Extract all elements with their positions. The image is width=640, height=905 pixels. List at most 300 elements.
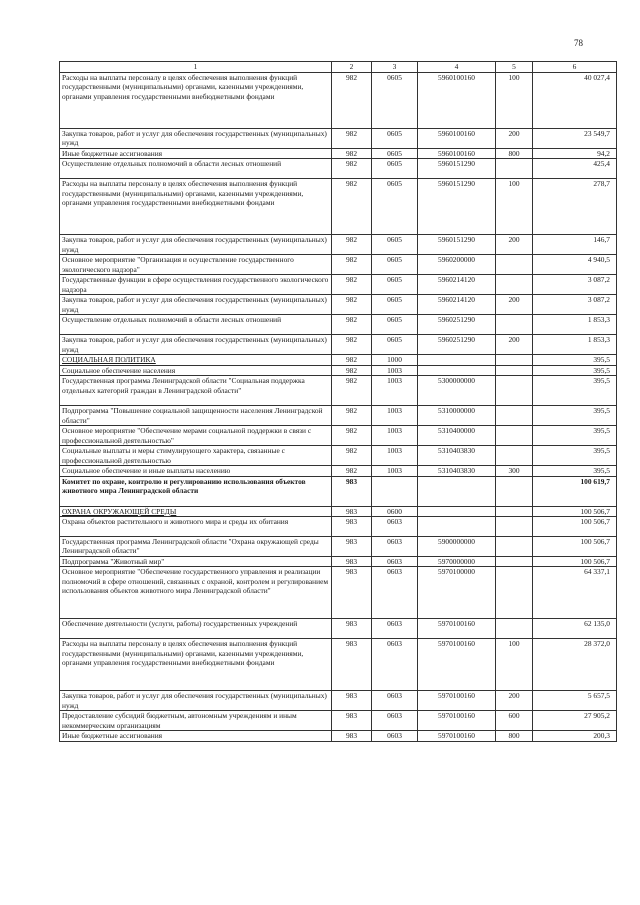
target-code-cell-text: 5970100160 (438, 691, 475, 701)
amount-cell (533, 335, 617, 355)
target-code-cell (418, 446, 496, 466)
table-row (60, 179, 617, 235)
target-code-cell (418, 275, 496, 295)
expense-type-cell (496, 731, 533, 741)
column-number-3: 3 (372, 62, 418, 73)
gov-code-cell-text: 983 (345, 517, 358, 527)
row-name-cell (60, 711, 332, 731)
gov-code-cell (332, 557, 372, 567)
page-number: 78 (574, 38, 583, 48)
amount-cell-text: 200,3 (593, 731, 610, 741)
section-code-cell-text: 0605 (387, 179, 402, 189)
gov-code-cell (332, 376, 372, 406)
row-name-cell-text: Закупка товаров, работ и услуг для обеспечения государственных (муниципальных) нужд (62, 295, 327, 314)
section-code-cell (372, 355, 418, 365)
row-name-cell-text: Иные бюджетные ассигнования (62, 731, 163, 741)
gov-code-cell-text: 982 (345, 73, 358, 82)
amount-cell (533, 537, 617, 557)
amount-cell (533, 619, 617, 639)
expense-type-cell (496, 255, 533, 275)
gov-code-cell-text: 983 (345, 711, 358, 721)
amount-cell-text: 100 506,7 (580, 517, 610, 527)
amount-cell-text: 395,5 (593, 406, 610, 416)
target-code-cell-text: 5970100160 (438, 619, 475, 629)
target-code-cell-text: 5960214120 (438, 295, 475, 305)
table-row (60, 731, 617, 741)
gov-code-cell (332, 537, 372, 557)
table-row (60, 639, 617, 691)
row-name-cell (60, 639, 332, 691)
amount-cell (533, 159, 617, 179)
column-number-6: 6 (533, 62, 617, 73)
target-code-cell-text: 5960251290 (438, 315, 475, 325)
gov-code-cell-text: 982 (345, 406, 358, 416)
expense-type-cell (496, 149, 533, 159)
expense-type-cell-text: 200 (508, 129, 520, 138)
target-code-cell-text: 5960151290 (438, 159, 475, 169)
row-name-cell-text: Расходы на выплаты персоналу в целях обеспечения выполнения функций государственными (муниципальными) органами, казенными учреждениями, органами управления государственными внебюджетными фондами (62, 639, 304, 668)
target-code-cell (418, 159, 496, 179)
expense-type-cell (496, 567, 533, 619)
amount-cell (533, 295, 617, 315)
row-name-cell (60, 506, 332, 516)
gov-code-cell-text: 982 (345, 466, 358, 476)
gov-code-cell (332, 315, 372, 335)
row-name-cell (60, 557, 332, 567)
table-row (60, 426, 617, 446)
table-row (60, 149, 617, 159)
section-code-cell-text: 1003 (387, 466, 402, 476)
row-name-cell (60, 426, 332, 446)
amount-cell-text: 23 549,7 (584, 129, 610, 138)
section-code-cell-text: 0605 (387, 335, 402, 345)
gov-code-cell-text: 983 (345, 567, 358, 577)
gov-code-cell (332, 159, 372, 179)
expense-type-cell (496, 506, 533, 516)
target-code-cell (418, 619, 496, 639)
amount-cell (533, 557, 617, 567)
section-code-cell-text: 0605 (387, 129, 402, 138)
target-code-cell (418, 426, 496, 446)
row-name-cell-text: Предоставление субсидий бюджетным, автономным учреждениям и иным некоммерческим организациям (62, 711, 297, 730)
row-name-cell (60, 275, 332, 295)
table-row (60, 476, 617, 506)
target-code-cell-text: 5310403830 (438, 466, 475, 476)
target-code-cell-text: 5960100160 (438, 73, 475, 82)
gov-code-cell (332, 506, 372, 516)
section-code-cell (372, 466, 418, 476)
target-code-cell (418, 567, 496, 619)
expense-type-cell (496, 275, 533, 295)
table-row (60, 129, 617, 149)
target-code-cell (418, 255, 496, 275)
section-code-cell-text: 1003 (387, 406, 402, 416)
expense-type-cell (496, 446, 533, 466)
expense-type-cell-text: 800 (508, 731, 520, 741)
target-code-cell (418, 476, 496, 506)
target-code-cell-text: 5310000000 (438, 406, 475, 416)
amount-cell (533, 129, 617, 149)
expense-type-cell-text: 800 (508, 149, 520, 158)
gov-code-cell-text: 983 (345, 537, 358, 547)
expense-type-cell (496, 426, 533, 446)
amount-cell (533, 275, 617, 295)
row-name-cell (60, 235, 332, 255)
row-name-cell-text: Комитет по охране, контролю и регулированию использования объектов животного мира Ленинградской области (62, 476, 306, 496)
expense-type-cell (496, 235, 533, 255)
section-code-cell (372, 731, 418, 741)
row-name-cell-text: Основное мероприятие "Организация и осуществление государственного экологического надзора" (62, 255, 294, 274)
target-code-cell-text: 5960100160 (438, 129, 475, 138)
section-code-cell-text: 0603 (387, 567, 402, 577)
amount-cell-text: 5 657,5 (587, 691, 610, 701)
section-code-cell (372, 235, 418, 255)
section-code-cell-text: 0600 (387, 506, 402, 516)
table-row (60, 506, 617, 516)
table-row (60, 159, 617, 179)
row-name-cell (60, 295, 332, 315)
row-name-cell (60, 731, 332, 741)
section-code-cell-text: 1003 (387, 426, 402, 436)
amount-cell-text: 3 087,2 (587, 295, 610, 305)
target-code-cell-text: 5900000000 (438, 537, 475, 547)
target-code-cell (418, 731, 496, 741)
gov-code-cell (332, 255, 372, 275)
gov-code-cell-text: 982 (345, 355, 358, 365)
amount-cell (533, 476, 617, 506)
table-row (60, 73, 617, 129)
gov-code-cell (332, 275, 372, 295)
gov-code-cell-text: 982 (345, 179, 358, 189)
section-code-cell (372, 619, 418, 639)
gov-code-cell (332, 619, 372, 639)
row-name-cell (60, 365, 332, 375)
expense-type-cell (496, 476, 533, 506)
expense-type-cell (496, 335, 533, 355)
target-code-cell-text: 5970100160 (438, 711, 475, 721)
row-name-cell-text: Охрана объектов растительного и животного мира и среды их обитания (62, 517, 289, 527)
expense-type-cell-text: 200 (508, 295, 520, 305)
amount-cell-text: 40 027,4 (584, 73, 610, 82)
row-name-cell (60, 129, 332, 149)
target-code-cell (418, 149, 496, 159)
amount-cell-text: 100 506,7 (580, 506, 610, 516)
target-code-cell (418, 537, 496, 557)
gov-code-cell (332, 355, 372, 365)
column-number-2: 2 (332, 62, 372, 73)
gov-code-cell-text: 983 (345, 476, 358, 486)
section-code-cell-text: 0603 (387, 537, 402, 547)
row-name-cell (60, 567, 332, 619)
table-row (60, 619, 617, 639)
gov-code-cell-text: 982 (345, 335, 358, 345)
expense-type-cell-text: 100 (508, 639, 520, 649)
table-row (60, 335, 617, 355)
section-code-cell-text: 0603 (387, 731, 402, 741)
target-code-cell-text: 5300000000 (438, 376, 475, 386)
expense-type-cell (496, 73, 533, 129)
amount-cell-text: 100 506,7 (580, 537, 610, 547)
section-code-cell (372, 476, 418, 506)
gov-code-cell (332, 235, 372, 255)
row-name-cell-text: Осуществление отдельных полномочий в области лесных отношений (62, 315, 282, 325)
amount-cell-text: 100 506,7 (580, 557, 610, 567)
row-name-cell (60, 619, 332, 639)
gov-code-cell (332, 295, 372, 315)
gov-code-cell (332, 426, 372, 446)
expense-type-cell (496, 517, 533, 537)
amount-cell (533, 517, 617, 537)
row-name-cell (60, 446, 332, 466)
expense-type-cell-text: 200 (508, 235, 520, 245)
row-name-cell-text: Подпрограмма "Животный мир" (62, 557, 165, 567)
gov-code-cell (332, 711, 372, 731)
amount-cell-text: 1 853,3 (587, 335, 610, 345)
section-code-cell (372, 376, 418, 406)
amount-cell-text: 4 940,5 (587, 255, 610, 265)
amount-cell (533, 255, 617, 275)
row-name-cell (60, 517, 332, 537)
amount-cell (533, 466, 617, 476)
target-code-cell-text: 5960214120 (438, 275, 475, 285)
expense-type-cell (496, 159, 533, 179)
column-number-5: 5 (496, 62, 533, 73)
section-code-cell (372, 149, 418, 159)
section-code-cell (372, 517, 418, 537)
section-code-cell (372, 567, 418, 619)
row-name-cell-text: Государственная программа Ленинградской области "Охрана окружающей среды Ленинградской области" (62, 537, 319, 556)
amount-cell (533, 711, 617, 731)
amount-cell (533, 426, 617, 446)
expense-type-cell (496, 295, 533, 315)
amount-cell (533, 73, 617, 129)
amount-cell-text: 395,5 (593, 446, 610, 456)
amount-cell-text: 28 372,0 (584, 639, 610, 649)
target-code-cell-text: 5970100160 (438, 731, 475, 741)
row-name-cell-text: Государственная программа Ленинградской области "Социальная поддержка отдельных категорий граждан в Ленинградской области" (62, 376, 305, 395)
expense-type-cell-text: 200 (508, 335, 520, 345)
target-code-cell-text: 5970100160 (438, 639, 475, 649)
table-row (60, 406, 617, 426)
gov-code-cell-text: 983 (345, 691, 358, 701)
section-code-cell-text: 0603 (387, 711, 402, 721)
row-name-cell (60, 355, 332, 365)
gov-code-cell-text: 982 (345, 426, 358, 436)
section-code-cell-text: 0605 (387, 295, 402, 305)
target-code-cell (418, 639, 496, 691)
expense-type-cell (496, 691, 533, 711)
expense-type-cell-text: 600 (508, 711, 520, 721)
row-name-cell-text: ОХРАНА ОКРУЖАЮЩЕЙ СРЕДЫ (62, 506, 177, 516)
section-code-cell (372, 446, 418, 466)
section-code-cell-text: 1000 (387, 355, 402, 365)
amount-cell (533, 376, 617, 406)
section-code-cell (372, 557, 418, 567)
section-code-cell (372, 275, 418, 295)
target-code-cell (418, 73, 496, 129)
section-code-cell (372, 506, 418, 516)
section-code-cell (372, 315, 418, 335)
gov-code-cell-text: 983 (345, 506, 358, 516)
table-row (60, 235, 617, 255)
expense-type-cell (496, 537, 533, 557)
gov-code-cell (332, 335, 372, 355)
gov-code-cell-text: 983 (345, 731, 358, 741)
gov-code-cell-text: 982 (345, 149, 358, 158)
row-name-cell-text: Государственные функции в сфере осуществления государственного экологического надзора (62, 275, 329, 294)
gov-code-cell-text: 982 (345, 376, 358, 386)
target-code-cell (418, 506, 496, 516)
amount-cell-text: 146,7 (593, 235, 610, 245)
section-code-cell-text: 0603 (387, 557, 402, 567)
table-row (60, 517, 617, 537)
section-code-cell-text: 0603 (387, 619, 402, 629)
row-name-cell-text: Основное мероприятие "Обеспечение государственного управления и реализации полномочий в сфере отношений, связанных с охраной, контролем и регулированием использования объектов животного мира Ленинградской области" (62, 567, 329, 596)
amount-cell-text: 100 619,7 (580, 476, 610, 486)
row-name-cell (60, 179, 332, 235)
gov-code-cell-text: 982 (345, 446, 358, 456)
amount-cell-text: 395,5 (593, 355, 610, 365)
amount-cell-text: 1 853,3 (587, 315, 610, 325)
row-name-cell (60, 255, 332, 275)
amount-cell (533, 355, 617, 365)
target-code-cell-text: 5960200000 (438, 255, 475, 265)
gov-code-cell-text: 982 (345, 295, 358, 305)
amount-cell-text: 395,5 (593, 376, 610, 386)
target-code-cell-text: 5960151290 (438, 179, 475, 189)
gov-code-cell (332, 567, 372, 619)
target-code-cell-text: 5970100000 (438, 567, 475, 577)
row-name-cell-text: Закупка товаров, работ и услуг для обеспечения государственных (муниципальных) нужд (62, 335, 327, 354)
amount-cell (533, 179, 617, 235)
row-name-cell-text: Расходы на выплаты персоналу в целях обеспечения выполнения функций государственными (муниципальными) органами, казенными учреждениями, органами управления государственными внебюджетными фондами (62, 179, 304, 208)
amount-cell (533, 149, 617, 159)
amount-cell-text: 62 135,0 (584, 619, 610, 629)
expense-type-cell (496, 639, 533, 691)
expense-type-cell-text: 100 (508, 179, 520, 189)
row-name-cell-text: Закупка товаров, работ и услуг для обеспечения государственных (муниципальных) нужд (62, 235, 327, 254)
expense-type-cell (496, 466, 533, 476)
amount-cell-text: 3 087,2 (587, 275, 610, 285)
target-code-cell-text: 5310403830 (438, 446, 475, 456)
expense-type-cell (496, 557, 533, 567)
target-code-cell (418, 376, 496, 406)
amount-cell-text: 395,5 (593, 365, 610, 375)
amount-cell-text: 395,5 (593, 466, 610, 476)
expense-type-cell-text: 100 (508, 73, 520, 82)
gov-code-cell (332, 639, 372, 691)
table-row (60, 567, 617, 619)
target-code-cell-text: 5960151290 (438, 235, 475, 245)
table-row (60, 275, 617, 295)
amount-cell (533, 731, 617, 741)
amount-cell (533, 446, 617, 466)
section-code-cell (372, 639, 418, 691)
target-code-cell-text: 5970000000 (438, 557, 475, 567)
section-code-cell-text: 1003 (387, 365, 402, 375)
amount-cell (533, 235, 617, 255)
target-code-cell (418, 691, 496, 711)
gov-code-cell-text: 982 (345, 365, 358, 375)
table-row (60, 295, 617, 315)
section-code-cell-text: 0605 (387, 159, 402, 169)
amount-cell (533, 365, 617, 375)
gov-code-cell-text: 983 (345, 557, 358, 567)
amount-cell (533, 691, 617, 711)
expense-type-cell (496, 315, 533, 335)
amount-cell-text: 425,4 (593, 159, 610, 169)
row-name-cell-text: Социальные выплаты и меры стимулирующего характера, связанные с профессиональной деятельностью (62, 446, 285, 465)
target-code-cell (418, 466, 496, 476)
table-header-row (60, 62, 617, 73)
gov-code-cell-text: 982 (345, 275, 358, 285)
amount-cell-text: 278,7 (593, 179, 610, 189)
gov-code-cell (332, 476, 372, 506)
row-name-cell (60, 335, 332, 355)
target-code-cell (418, 295, 496, 315)
gov-code-cell (332, 731, 372, 741)
gov-code-cell (332, 466, 372, 476)
column-number-1: 1 (60, 62, 332, 73)
section-code-cell (372, 406, 418, 426)
gov-code-cell (332, 73, 372, 129)
target-code-cell-text: 5960100160 (438, 149, 475, 158)
row-name-cell-text: Основное мероприятие "Обеспечение мерами социальной поддержки в связи с профессиональной деятельностью" (62, 426, 312, 445)
section-code-cell (372, 691, 418, 711)
amount-cell-text: 395,5 (593, 426, 610, 436)
column-number-4: 4 (418, 62, 496, 73)
row-name-cell (60, 376, 332, 406)
section-code-cell-text: 0605 (387, 73, 402, 82)
row-name-cell (60, 149, 332, 159)
section-code-cell-text: 1003 (387, 446, 402, 456)
row-name-cell (60, 476, 332, 506)
section-code-cell-text: 0605 (387, 149, 402, 158)
row-name-cell-text: Закупка товаров, работ и услуг для обеспечения государственных (муниципальных) нужд (62, 129, 327, 148)
gov-code-cell-text: 983 (345, 639, 358, 649)
gov-code-cell (332, 365, 372, 375)
target-code-cell (418, 355, 496, 365)
expense-type-cell (496, 406, 533, 426)
expense-type-cell (496, 179, 533, 235)
amount-cell (533, 567, 617, 619)
target-code-cell (418, 365, 496, 375)
table-row (60, 376, 617, 406)
row-name-cell-text: Социальное обеспечение населения (62, 365, 176, 375)
row-name-cell-text: Подпрограмма "Повышение социальной защищенности населения Ленинградской области" (62, 406, 323, 425)
row-name-cell-text: Иные бюджетные ассигнования (62, 149, 163, 158)
section-code-cell-text: 0603 (387, 517, 402, 527)
amount-cell (533, 315, 617, 335)
expense-type-cell (496, 619, 533, 639)
row-name-cell (60, 691, 332, 711)
target-code-cell (418, 517, 496, 537)
budget-table-body (60, 62, 617, 742)
table-row (60, 446, 617, 466)
section-code-cell-text: 0605 (387, 235, 402, 245)
section-code-cell-text: 0605 (387, 315, 402, 325)
row-name-cell (60, 159, 332, 179)
gov-code-cell (332, 129, 372, 149)
section-code-cell-text: 0603 (387, 691, 402, 701)
gov-code-cell (332, 406, 372, 426)
row-name-cell (60, 73, 332, 129)
section-code-cell-text: 0605 (387, 255, 402, 265)
target-code-cell (418, 315, 496, 335)
section-code-cell (372, 255, 418, 275)
gov-code-cell (332, 446, 372, 466)
table-row (60, 365, 617, 375)
